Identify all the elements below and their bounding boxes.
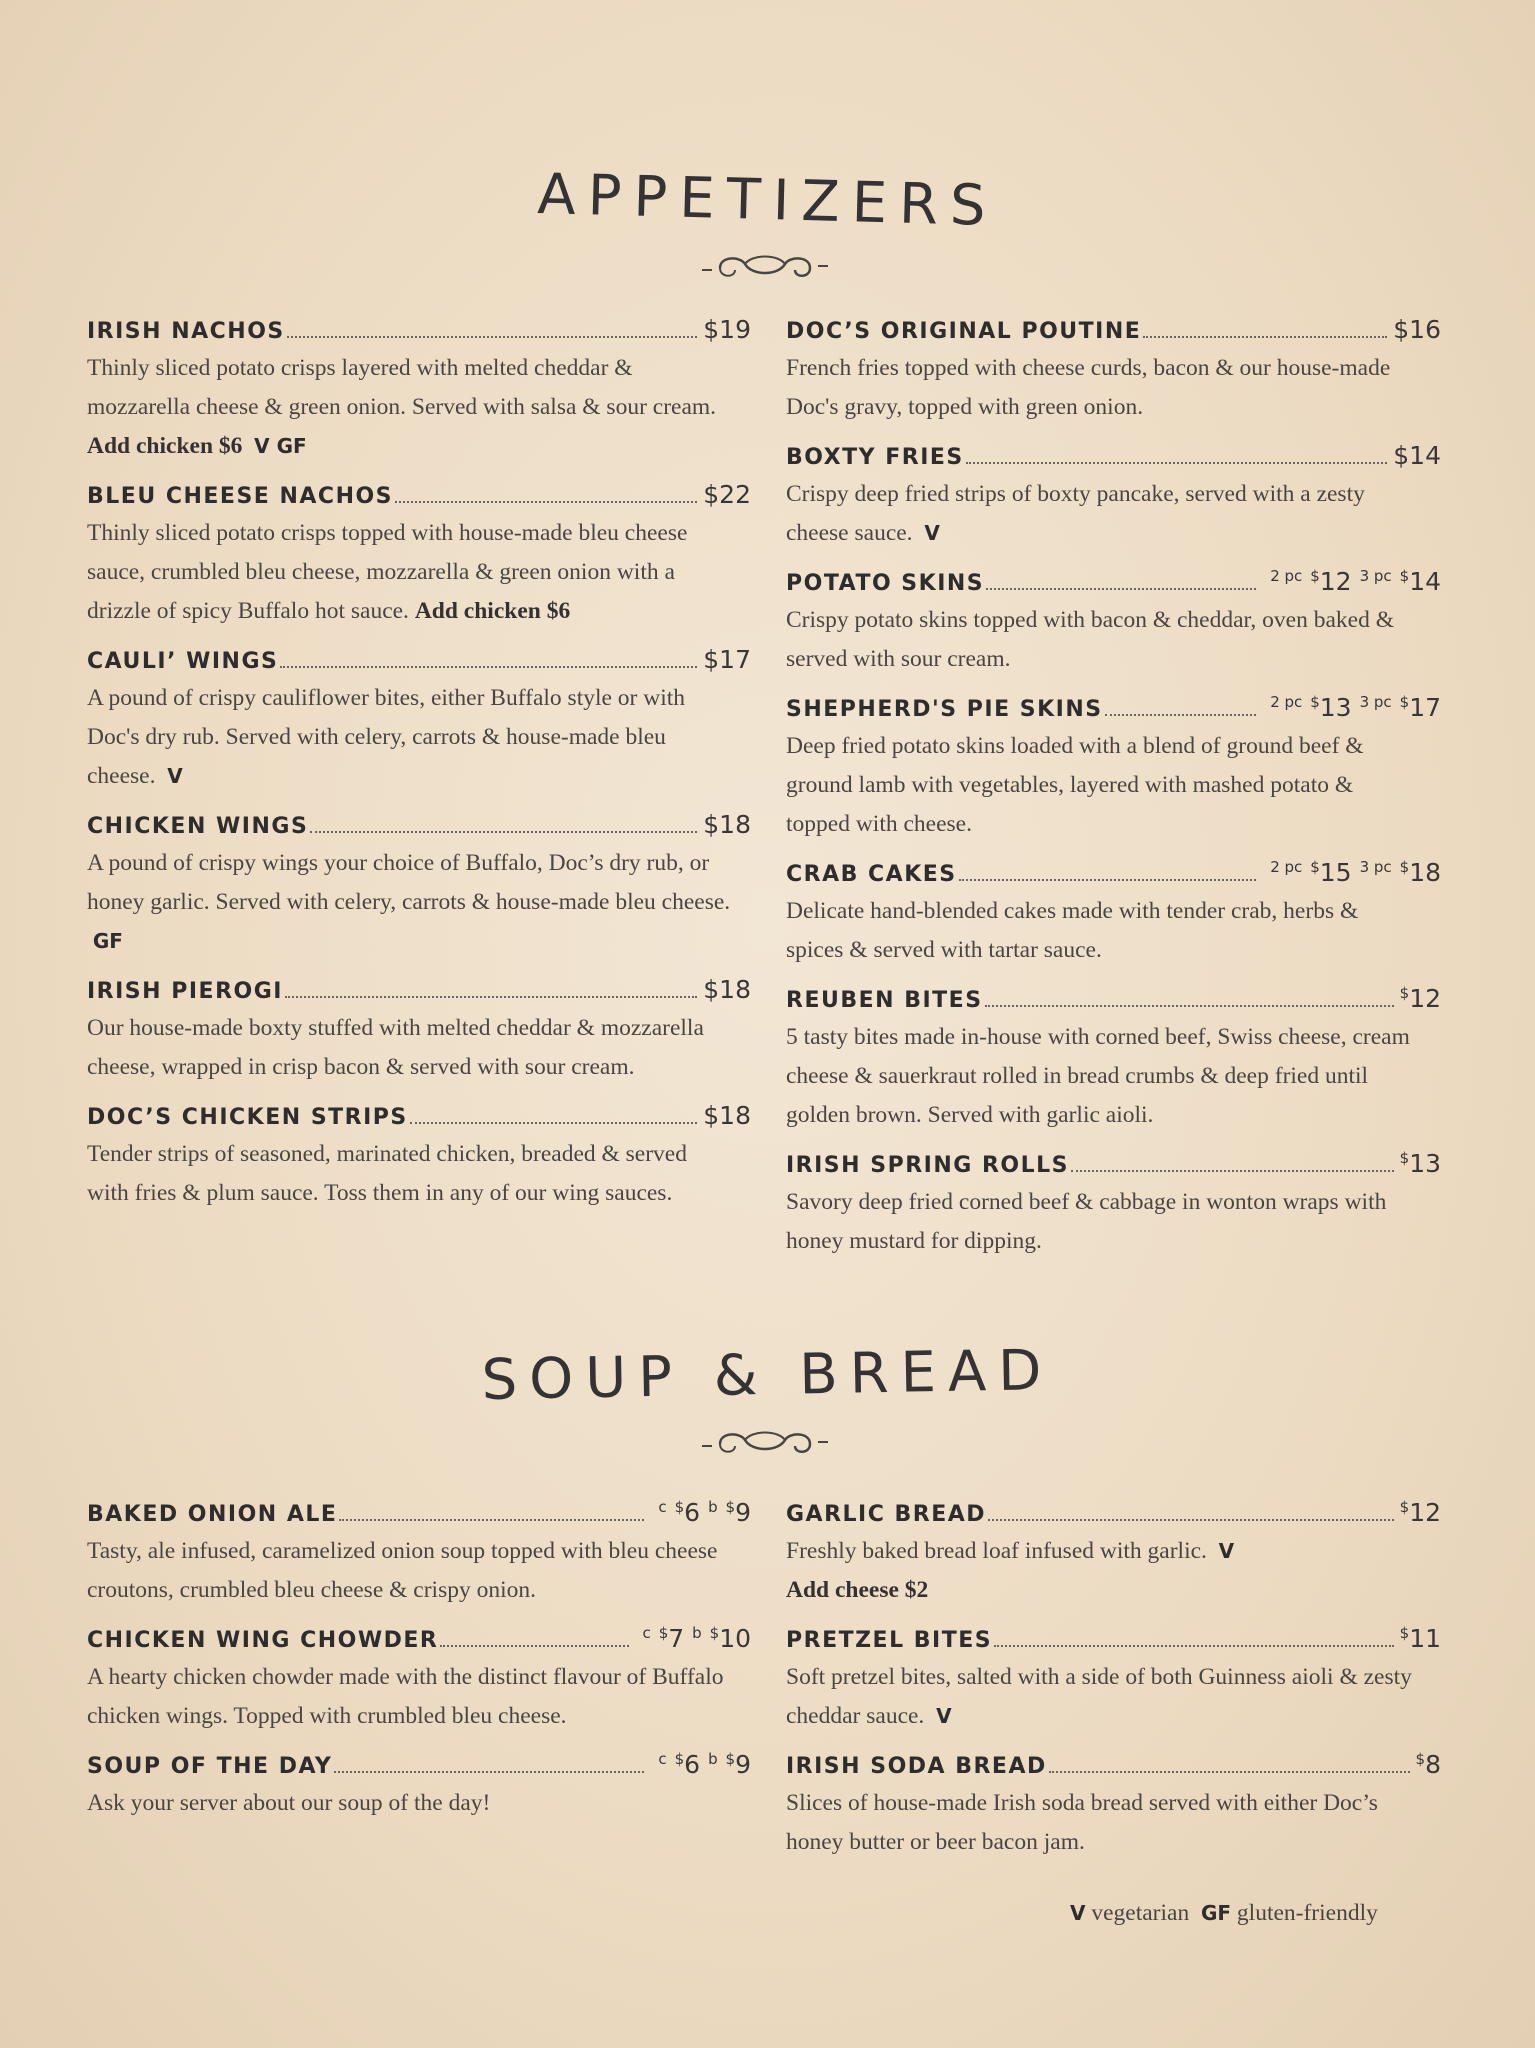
item-name: BAKED ONION ALE	[87, 1502, 338, 1527]
item-price: $22	[703, 480, 751, 509]
item-name: CHICKEN WING CHOWDER	[87, 1628, 439, 1653]
item-price: $12	[1399, 1498, 1441, 1527]
diet-legend	[1070, 1900, 1450, 1927]
add-on: Add chicken $6	[87, 433, 243, 459]
dot-leader	[287, 336, 698, 338]
vegetarian-label: vegetarian	[1091, 1900, 1190, 1926]
gluten-friendly-tag: GF	[1200, 1901, 1232, 1925]
vegetarian-tag: V	[1070, 1901, 1086, 1925]
item-name: IRISH SPRING ROLLS	[786, 1153, 1069, 1178]
soup-bread-heading: SOUP & BREAD	[481, 1338, 1054, 1413]
dot-leader	[310, 831, 697, 833]
dot-leader	[1049, 1771, 1410, 1773]
item-description: Freshly baked bread loaf infused with garlic. V Add cheese $2	[786, 1538, 1235, 1603]
item-price: $^c$ $7 $^b$ $10	[642, 1624, 751, 1653]
item-name: REUBEN BITES	[786, 988, 983, 1013]
menu-item	[786, 1748, 1441, 1862]
diet-tag: V	[924, 521, 940, 545]
add-on: Add chicken $6	[414, 598, 571, 624]
item-description: Deep fried potato skins loaded with a blend of ground beef & ground lamb with vegetables, layered with mashed potato & topped with cheese.	[786, 733, 1364, 837]
item-description: Savory deep fried corned beef & cabbage in wonton wraps with honey mustard for dipping.	[786, 1189, 1387, 1254]
dot-leader	[339, 1519, 644, 1521]
menu-item	[87, 808, 751, 961]
scroll-flourish-icon	[700, 1422, 830, 1462]
item-price: $^{2 pc}$ $13 $^{3 pc}$ $17	[1270, 693, 1441, 722]
item-price: $11	[1399, 1624, 1441, 1653]
item-name: DOC’S ORIGINAL POUTINE	[786, 319, 1142, 344]
item-name: IRISH SODA BREAD	[786, 1754, 1047, 1779]
item-description: French fries topped with cheese curds, bacon & our house-made Doc's gravy, topped with green onion.	[786, 355, 1391, 420]
menu-item	[786, 856, 1441, 970]
item-name: CHICKEN WINGS	[87, 814, 309, 839]
item-name: POTATO SKINS	[786, 571, 985, 596]
item-price: $^{2 pc}$ $15 $^{3 pc}$ $18	[1270, 858, 1441, 887]
dot-leader	[966, 462, 1388, 464]
item-description: Thinly sliced potato crisps topped with house-made bleu cheese sauce, crumbled bleu cheese, mozzarella & green onion with a drizzle of spicy Buffalo hot sauce. Add chicken $6	[87, 520, 688, 624]
diet-tag: V GF	[254, 434, 307, 458]
menu-item	[87, 1748, 751, 1823]
menu-item	[87, 643, 751, 796]
menu-item	[786, 565, 1441, 679]
dot-leader	[985, 1005, 1394, 1007]
dot-leader	[1071, 1170, 1394, 1172]
item-description: A hearty chicken chowder made with the distinct flavour of Buffalo chicken wings. Topped with crumbled bleu cheese.	[87, 1664, 724, 1729]
item-description: Ask your server about our soup of the day!	[87, 1790, 491, 1816]
item-description: Crispy potato skins topped with bacon & cheddar, oven baked & served with sour cream.	[786, 607, 1394, 672]
item-price: $17	[703, 645, 751, 674]
menu-item	[87, 973, 751, 1087]
item-name: SOUP OF THE DAY	[87, 1754, 333, 1779]
item-name: CAULI’ WINGS	[87, 649, 279, 674]
item-description: Slices of house-made Irish soda bread served with either Doc’s honey butter or beer bacon jam.	[786, 1790, 1378, 1855]
diet-tag: V	[936, 1704, 952, 1728]
menu-item	[786, 982, 1441, 1135]
item-description: Thinly sliced potato crisps layered with melted cheddar & mozzarella cheese & green onion. Served with salsa & sour cream. Add chicken $6 V GF	[87, 355, 717, 459]
dot-leader	[1105, 714, 1257, 716]
menu-item	[786, 1147, 1441, 1261]
diet-tag: V	[167, 764, 183, 788]
dot-leader	[334, 1771, 644, 1773]
item-name: DOC’S CHICKEN STRIPS	[87, 1105, 408, 1130]
item-price: $12	[1399, 984, 1441, 1013]
item-description: Our house-made boxty stuffed with melted cheddar & mozzarella cheese, wrapped in crisp bacon & served with sour cream.	[87, 1015, 704, 1080]
scroll-flourish-icon	[700, 246, 830, 286]
menu-item	[87, 1496, 751, 1610]
item-description: A pound of crispy wings your choice of Buffalo, Doc’s dry rub, or honey garlic. Served with celery, carrots & house-made bleu cheese. GF	[87, 850, 731, 953]
item-name: IRISH NACHOS	[87, 319, 285, 344]
menu-item	[786, 1496, 1441, 1610]
item-description: Crispy deep fried strips of boxty pancake, served with a zesty cheese sauce. V	[786, 481, 1365, 546]
item-price: $16	[1393, 315, 1441, 344]
dot-leader	[986, 588, 1256, 590]
soup-left-column	[87, 1496, 751, 1835]
item-description: Tender strips of seasoned, marinated chicken, breaded & served with fries & plum sauce. Toss them in any of our wing sauces.	[87, 1141, 687, 1206]
item-price: $^c$ $6 $^b$ $9	[658, 1498, 751, 1527]
item-name: GARLIC BREAD	[786, 1502, 987, 1527]
item-price: $18	[703, 810, 751, 839]
item-price: $^c$ $6 $^b$ $9	[658, 1750, 751, 1779]
dot-leader	[440, 1645, 628, 1647]
diet-tag: GF	[92, 929, 123, 953]
item-price: $18	[703, 975, 751, 1004]
add-on: Add cheese $2	[786, 1577, 929, 1603]
item-description: Soft pretzel bites, salted with a side of both Guinness aioli & zesty cheddar sauce. V	[786, 1664, 1412, 1729]
item-price: $8	[1415, 1750, 1441, 1779]
dot-leader	[285, 996, 697, 998]
item-description: A pound of crispy cauliflower bites, either Buffalo style or with Doc's dry rub. Served with celery, carrots & house-made bleu cheese. V	[87, 685, 686, 789]
item-description: 5 tasty bites made in-house with corned beef, Swiss cheese, cream cheese & sauerkraut rolled in bread crumbs & deep fried until golden brown. Served with garlic aioli.	[786, 1024, 1410, 1128]
appetizers-heading: APPETIZERS	[536, 161, 999, 240]
bread-right-column	[786, 1496, 1441, 1874]
item-description: Delicate hand-blended cakes made with tender crab, herbs & spices & served with tartar sauce.	[786, 898, 1359, 963]
dot-leader	[994, 1645, 1394, 1647]
dot-leader	[1143, 336, 1387, 338]
item-price: $19	[703, 315, 751, 344]
item-name: CRAB CAKES	[786, 862, 957, 887]
menu-item	[87, 313, 751, 466]
item-name: IRISH PIEROGI	[87, 979, 283, 1004]
menu-item	[786, 691, 1441, 844]
dot-leader	[959, 879, 1257, 881]
menu-item	[786, 313, 1441, 427]
appetizers-right-column	[786, 313, 1441, 1273]
menu-item	[87, 1622, 751, 1736]
item-name: SHEPHERD'S PIE SKINS	[786, 697, 1103, 722]
menu-item	[87, 1099, 751, 1213]
item-price: $18	[703, 1101, 751, 1130]
item-name: BLEU CHEESE NACHOS	[87, 484, 394, 509]
appetizers-left-column	[87, 313, 751, 1225]
dot-leader	[395, 501, 697, 503]
dot-leader	[410, 1122, 698, 1124]
menu-item	[786, 439, 1441, 553]
item-price: $13	[1399, 1149, 1441, 1178]
item-name: PRETZEL BITES	[786, 1628, 993, 1653]
menu-item	[786, 1622, 1441, 1736]
item-price: $14	[1393, 441, 1441, 470]
item-name: BOXTY FRIES	[786, 445, 964, 470]
dot-leader	[280, 666, 697, 668]
gluten-friendly-label: gluten-friendly	[1236, 1900, 1378, 1926]
item-price: $^{2 pc}$ $12 $^{3 pc}$ $14	[1270, 567, 1441, 596]
item-description: Tasty, ale infused, caramelized onion soup topped with bleu cheese croutons, crumbled bleu cheese & crispy onion.	[87, 1538, 718, 1603]
menu-item	[87, 478, 751, 631]
diet-tag: V	[1218, 1539, 1235, 1563]
dot-leader	[988, 1519, 1394, 1521]
